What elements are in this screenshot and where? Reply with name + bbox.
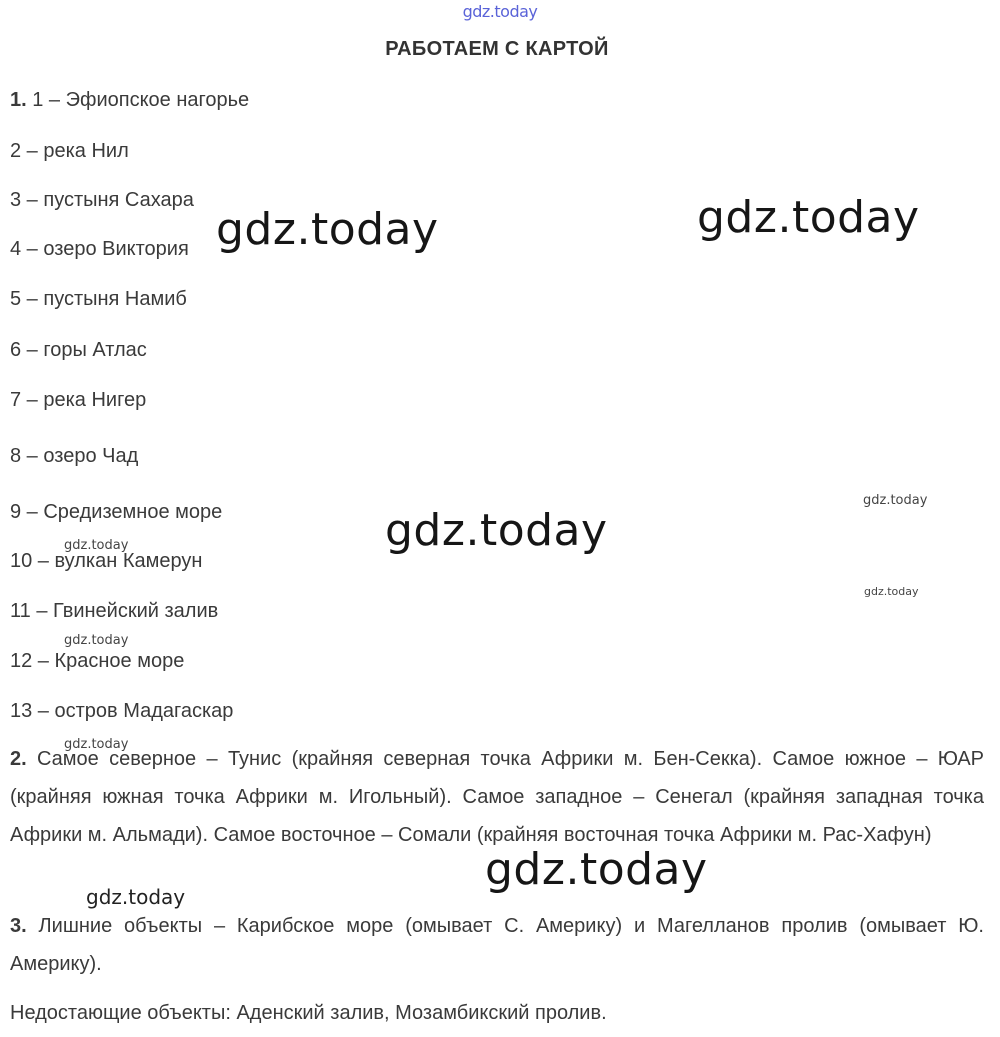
task3-missing-text: Недостающие объекты: Аденский залив, Мозамбикский пролив. — [10, 1002, 607, 1024]
task2-paragraph — [10, 740, 984, 854]
list-item-text: 4 – озеро Виктория — [10, 238, 189, 260]
watermark: gdz.today — [64, 737, 129, 752]
list-item-text: 9 – Средиземное море — [10, 501, 223, 523]
task3-missing — [10, 1001, 607, 1025]
list-item-text: 13 – остров Мадагаскар — [10, 700, 234, 722]
list-item — [10, 287, 187, 311]
task3-text: Лишние объекты – Карибское море (омывает С. Америку) и Магелланов пролив (омывает Ю. Америку). — [10, 915, 984, 975]
list-item — [10, 500, 222, 524]
list-item — [10, 599, 218, 623]
list-item — [10, 549, 202, 573]
list-item — [10, 388, 146, 412]
watermark: gdz.today — [216, 204, 439, 255]
watermark: gdz.today — [86, 885, 186, 909]
list-item — [10, 237, 189, 261]
task-number: 2. — [10, 748, 27, 770]
task-number: 3. — [10, 915, 27, 937]
list-item-text: 10 – вулкан Камерун — [10, 550, 203, 572]
watermark: gdz.today — [697, 192, 920, 243]
list-item — [10, 649, 184, 673]
list-item — [10, 699, 233, 723]
list-item-text: 3 – пустыня Сахара — [10, 189, 194, 211]
list-item-text: 11 – Гвинейский залив — [10, 600, 219, 622]
list-item-text: 2 – река Нил — [10, 140, 129, 162]
list-item-text: 8 – озеро Чад — [10, 445, 139, 467]
watermark: gdz.today — [385, 505, 608, 556]
watermark: gdz.today — [64, 538, 129, 553]
page-title: РАБОТАЕМ С КАРТОЙ — [385, 38, 609, 60]
watermark-top: gdz.today — [462, 2, 538, 21]
task-number: 1. — [10, 89, 27, 111]
list-item — [10, 139, 129, 163]
watermark: gdz.today — [485, 844, 708, 895]
watermark: gdz.today — [863, 493, 928, 508]
watermark: gdz.today — [64, 633, 129, 648]
task2-text: Самое северное – Тунис (крайняя северная точка Африки м. Бен-Секка). Самое южное – ЮАР (крайняя южная точка Африки м. Игольный). Самое западное – Сенегал (крайняя западная точка Африки м. Альмади). Самое восточное – Сомали (крайняя восточная точка Африки м. Рас-Хафун) — [10, 748, 984, 846]
watermark: gdz.today — [864, 585, 919, 598]
list-item — [10, 188, 194, 212]
list-item — [10, 88, 249, 112]
list-item-text: 12 – Красное море — [10, 650, 185, 672]
list-item-text: 7 – река Нигер — [10, 389, 147, 411]
list-item — [10, 444, 138, 468]
list-item — [10, 338, 147, 362]
list-item-text: 6 – горы Атлас — [10, 339, 147, 361]
task3-paragraph — [10, 907, 984, 983]
list-item-text: 1 – Эфиопское нагорье — [32, 89, 250, 111]
list-item-text: 5 – пустыня Намиб — [10, 288, 187, 310]
